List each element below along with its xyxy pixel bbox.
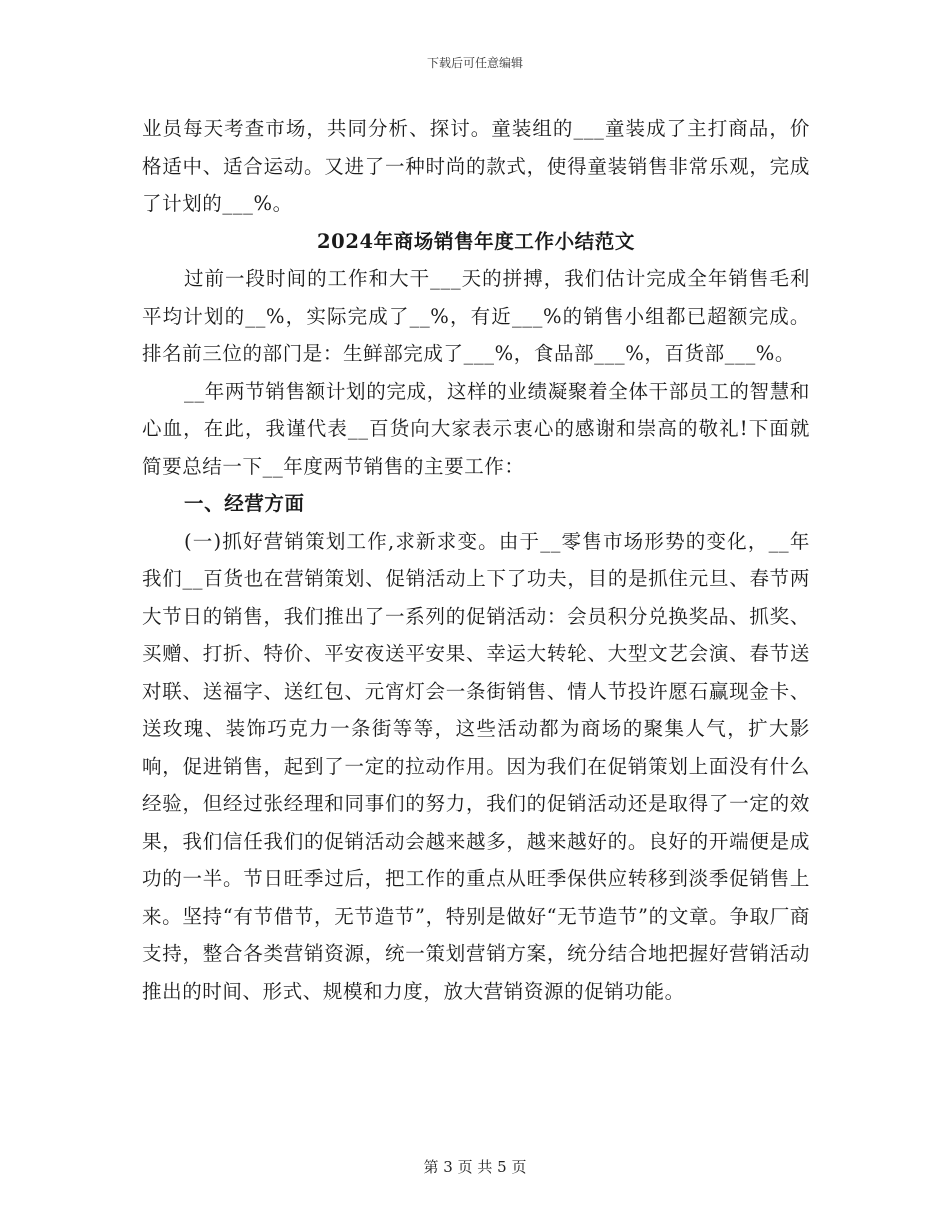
document-title: 2024年商场销售年度工作小结范文 (317, 229, 635, 253)
paragraph-thanks: __年两节销售额计划的完成，这样的业绩凝聚着全体干部员工的智慧和心血，在此，我谨代表__百货向大家表示衷心的感谢和崇高的敬礼!下面就简要总结一下__年度两节销售的主要工作： (142, 379, 810, 478)
section-heading-operations: 一、经营方面 (184, 492, 305, 515)
document-body (142, 110, 810, 1010)
paragraph-continuation: 业员每天考查市场，共同分析、探讨。童装组的___童装成了主打商品，价格适中、适合运动。又进了一种时尚的款式，使得童装销售非常乐观，完成了计划的___%。 (142, 117, 810, 215)
paragraph-sales-summary: 过前一段时间的工作和大干___天的拼搏，我们估计完成全年销售毛利平均计划的__%，实际完成了__%，有近___%的销售小组都已超额完成。排名前三位的部门是：生鲜部完成了___%，食品部___%，百货部___%。 (142, 267, 810, 365)
paragraph-marketing: (一)抓好营销策划工作,求新求变。由于__零售市场形势的变化，__年我们__百货也在营销策划、促销活动上下了功夫，目的是抓住元旦、春节两大节日的销售，我们推出了一系列的促销活动：会员积分兑换奖品、抓奖、买赠、打折、特价、平安夜送平安果、幸运大转轮、大型文艺会演、春节送对联、送福字、送红包、元宵灯会一条街销售、情人节投许愿石赢现金卡、送玫瑰、装饰巧克力一条街等等，这些活动都为商场的聚集人气，扩大影响，促进销售，起到了一定的拉动作用。因为我们在促销策划上面没有什么经验，但经过张经理和同事们的努力，我们的促销活动还是取得了一定的效果，我们信任我们的促销活动会越来越多，越来越好的。良好的开端便是成功的一半。节日旺季过后，把工作的重点从旺季保供应转移到淡季促销售上来。坚持“有节借节，无节造节”，特别是做好“无节造节”的文章。争取厂商支持，整合各类营销资源，统一策划营销方案，统分结合地把握好营销活动推出的时间、形式、规模和力度，放大营销资源的促销功能。 (142, 529, 810, 1003)
page-header: 下载后可任意编辑 (426, 56, 523, 70)
page-footer: 第 3 页 共 5 页 (423, 1158, 527, 1176)
